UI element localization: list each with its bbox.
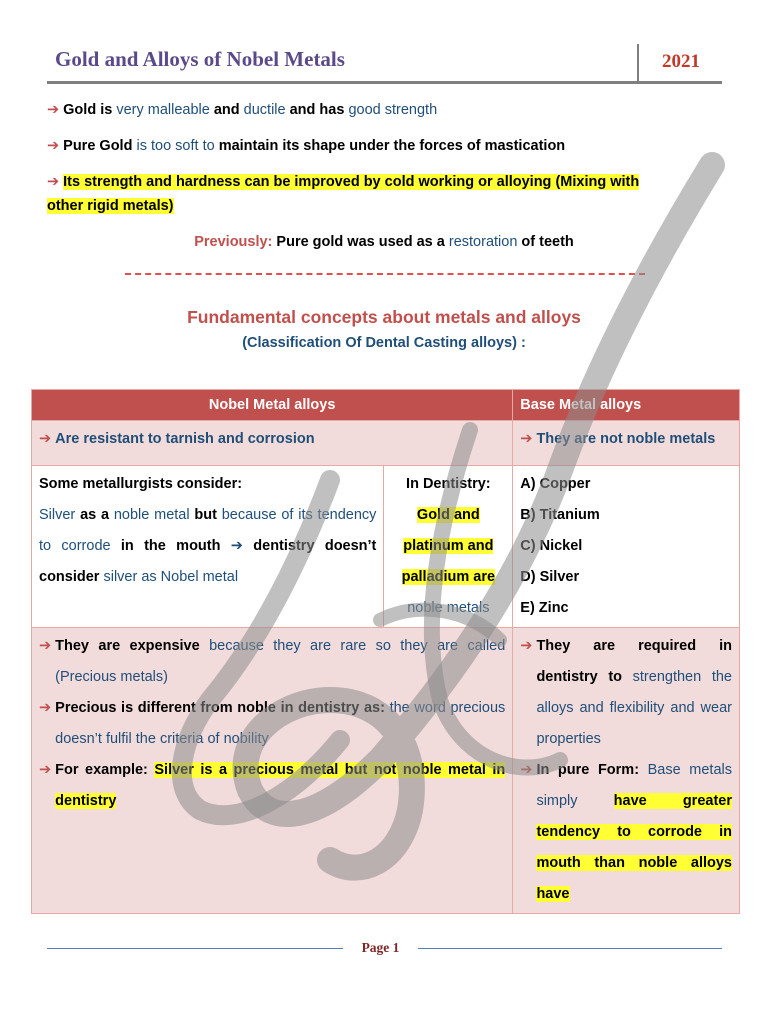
bullet-gold-malleable: ➔ Gold is very malleable and ductile and has good strength (47, 102, 438, 118)
arrow-icon: ➔ (47, 102, 60, 118)
bullet-strength-improved-cont: other rigid metals) (47, 198, 174, 214)
list-item: D) Silver (520, 569, 580, 585)
document-year: 2021 (662, 51, 700, 72)
dashed-separator (125, 273, 645, 275)
classification-table (31, 389, 740, 914)
list-item: C) Nickel (520, 538, 583, 554)
header-noble: Nobel Metal alloys (32, 390, 513, 421)
bullet-strength-improved: ➔ Its strength and hardness can be improved by cold working or alloying (Mixing with (47, 174, 640, 190)
arrow-icon: ➔ (520, 638, 533, 654)
header-base: Base Metal alloys (513, 390, 740, 421)
list-item: B) Titanium (520, 507, 600, 523)
bullet-pure-gold-soft: ➔ Pure Gold is too soft to maintain its shape under the forces of mastication (47, 138, 566, 154)
header-rule (47, 81, 722, 84)
arrow-icon: ➔ (39, 638, 52, 654)
precious-metals-cell: ➔ They are expensive because they are rare so they are called (Precious metals) ➔ Precious is different from noble in dentistry as: the word precious doesn’t fulfil the criteria of nobility ➔ For example: Silver is a precious metal but not noble metal in dentistry (32, 628, 513, 914)
arrow-icon: ➔ (39, 700, 52, 716)
table-row (32, 421, 740, 466)
section-title: Fundamental concepts about metals and alloys (187, 307, 581, 327)
arrow-icon: ➔ (39, 762, 52, 778)
base-required-cell: ➔ They are required in dentistry to strengthen the alloys and flexibility and wear properties ➔ In pure Form: Base metals simply have greater tendency to corrode in mouth than noble alloys have (513, 628, 740, 914)
table-header-row (32, 390, 740, 421)
previously-note: Previously: Pure gold was used as a restoration of teeth (194, 234, 574, 250)
arrow-icon: ➔ (230, 538, 243, 554)
base-not-noble-cell: ➔ They are not noble metals (513, 421, 740, 466)
list-item: A) Copper (520, 476, 591, 492)
footer-rule-right (418, 948, 722, 949)
arrow-icon: ➔ (47, 174, 60, 190)
in-dentistry-cell: In Dentistry: Gold and platinum and palladium are noble metals (384, 466, 513, 628)
base-metals-list-cell (513, 466, 740, 628)
document-title: Gold and Alloys of Nobel Metals (55, 47, 345, 71)
page-number: Page 1 (361, 940, 400, 955)
metallurgists-cell: Some metallurgists consider: Silver as a noble metal but because of its tendency to corrode in the mouth ➔ dentistry doesn’t consider silver as Nobel metal (32, 466, 384, 628)
list-item: E) Zinc (520, 600, 569, 616)
arrow-icon: ➔ (47, 138, 60, 154)
table-row (32, 628, 740, 914)
table-row (32, 466, 740, 628)
arrow-icon: ➔ (39, 431, 52, 447)
arrow-icon: ➔ (520, 762, 533, 778)
section-subtitle: (Classification Of Dental Casting alloys) : (242, 335, 526, 351)
header-divider (637, 44, 639, 82)
noble-tarnish-cell: ➔ Are resistant to tarnish and corrosion (32, 421, 513, 466)
arrow-icon: ➔ (520, 431, 533, 447)
footer-rule-left (47, 948, 343, 949)
